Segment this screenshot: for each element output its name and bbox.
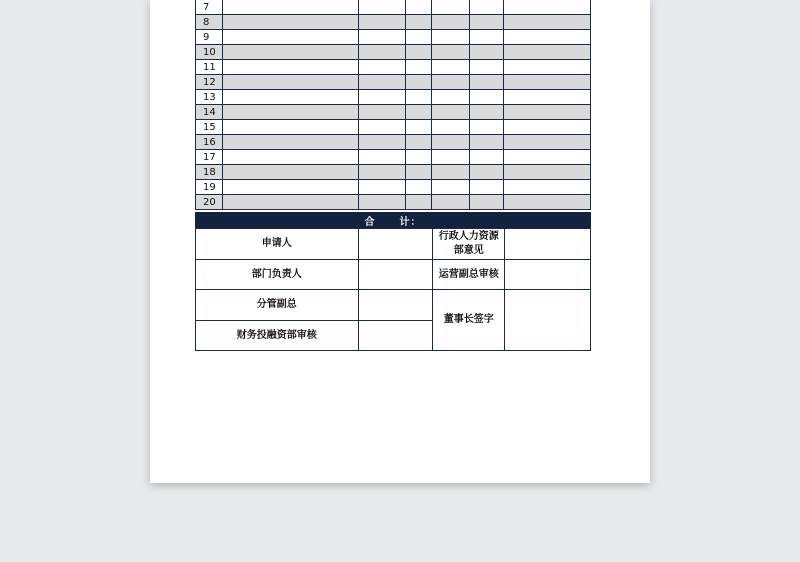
table-cell[interactable] (432, 135, 470, 150)
table-cell[interactable] (432, 15, 470, 30)
row-number: 18 (196, 165, 223, 180)
finance-review-signature-cell[interactable] (358, 321, 433, 351)
table-row (196, 30, 591, 45)
table-cell[interactable] (406, 165, 432, 180)
table-row (196, 60, 591, 75)
table-row (196, 135, 591, 150)
finance-review-label: 财务投融资部审核 (196, 321, 359, 351)
table-cell[interactable] (358, 45, 406, 60)
table-cell[interactable] (358, 195, 406, 210)
table-cell[interactable] (432, 165, 470, 180)
hr-opinion-line2: 部意见 (453, 245, 484, 256)
table-cell[interactable] (406, 60, 432, 75)
table-cell[interactable] (470, 105, 504, 120)
table-cell[interactable] (432, 60, 470, 75)
table-cell[interactable] (504, 30, 591, 45)
chairman-sign-cell[interactable] (505, 290, 591, 351)
table-cell[interactable] (432, 195, 470, 210)
table-cell[interactable] (504, 0, 591, 15)
table-cell[interactable] (406, 0, 432, 15)
table-cell[interactable] (504, 120, 591, 135)
table-cell[interactable] (504, 180, 591, 195)
table-cell[interactable] (432, 0, 470, 15)
table-cell[interactable] (358, 15, 406, 30)
table-cell[interactable] (470, 60, 504, 75)
table-cell[interactable] (406, 135, 432, 150)
table-cell[interactable] (432, 75, 470, 90)
table-cell[interactable] (222, 0, 358, 15)
table-cell[interactable] (470, 165, 504, 180)
table-cell[interactable] (358, 120, 406, 135)
table-cell[interactable] (470, 195, 504, 210)
hr-opinion-label (433, 229, 505, 260)
table-cell[interactable] (504, 135, 591, 150)
vp-in-charge-label: 分管副总 (196, 290, 359, 321)
table-cell[interactable] (222, 105, 358, 120)
approval-table (195, 228, 591, 351)
applicant-signature-cell[interactable] (358, 229, 433, 260)
items-table (195, 0, 591, 210)
table-cell[interactable] (470, 90, 504, 105)
table-row (196, 90, 591, 105)
table-cell[interactable] (470, 180, 504, 195)
table-cell[interactable] (504, 60, 591, 75)
total-label-char1: 合 (364, 216, 376, 228)
table-cell[interactable] (406, 15, 432, 30)
table-row (196, 45, 591, 60)
table-row (196, 165, 591, 180)
table-cell[interactable] (358, 90, 406, 105)
table-cell[interactable] (432, 150, 470, 165)
table-cell[interactable] (432, 90, 470, 105)
table-cell[interactable] (406, 30, 432, 45)
table-cell[interactable] (504, 150, 591, 165)
row-number: 17 (196, 150, 223, 165)
table-cell[interactable] (470, 0, 504, 15)
applicant-label: 申请人 (196, 229, 359, 260)
table-cell[interactable] (470, 120, 504, 135)
hr-opinion-cell[interactable] (505, 229, 591, 260)
table-cell[interactable] (432, 30, 470, 45)
table-cell[interactable] (406, 150, 432, 165)
table-cell[interactable] (406, 45, 432, 60)
ops-vp-review-cell[interactable] (505, 260, 591, 290)
table-cell[interactable] (432, 180, 470, 195)
table-cell[interactable] (222, 195, 358, 210)
row-number: 13 (196, 90, 223, 105)
row-number: 14 (196, 105, 223, 120)
table-cell[interactable] (358, 150, 406, 165)
table-cell[interactable] (222, 30, 358, 45)
hr-opinion-line1: 行政人力资源 (438, 231, 499, 242)
table-cell[interactable] (504, 105, 591, 120)
row-number: 12 (196, 75, 223, 90)
table-row (196, 195, 591, 210)
table-cell[interactable] (470, 45, 504, 60)
table-cell[interactable] (470, 15, 504, 30)
table-cell[interactable] (432, 105, 470, 120)
row-number: 7 (196, 0, 223, 15)
table-row (196, 150, 591, 165)
row-number: 10 (196, 45, 223, 60)
table-cell[interactable] (406, 180, 432, 195)
table-cell[interactable] (504, 90, 591, 105)
table-cell[interactable] (504, 75, 591, 90)
table-row (196, 0, 591, 15)
table-row (196, 120, 591, 135)
table-cell[interactable] (222, 180, 358, 195)
ops-vp-review-label: 运营副总审核 (433, 260, 505, 290)
table-cell[interactable] (358, 135, 406, 150)
table-row (196, 15, 591, 30)
table-cell[interactable] (470, 150, 504, 165)
table-cell[interactable] (432, 120, 470, 135)
table-cell[interactable] (470, 75, 504, 90)
table-row (196, 180, 591, 195)
table-cell[interactable] (222, 60, 358, 75)
table-cell[interactable] (406, 75, 432, 90)
table-cell[interactable] (470, 135, 504, 150)
table-cell[interactable] (432, 45, 470, 60)
table-cell[interactable] (222, 15, 358, 30)
table-cell[interactable] (358, 60, 406, 75)
table-cell[interactable] (504, 195, 591, 210)
row-number: 9 (196, 30, 223, 45)
table-cell[interactable] (406, 105, 432, 120)
table-row (196, 75, 591, 90)
table-cell[interactable] (358, 165, 406, 180)
row-number: 16 (196, 135, 223, 150)
row-number: 20 (196, 195, 223, 210)
table-cell[interactable] (222, 135, 358, 150)
dept-head-label: 部门负责人 (196, 260, 359, 290)
row-number: 19 (196, 180, 223, 195)
table-cell[interactable] (222, 165, 358, 180)
dept-head-signature-cell[interactable] (358, 260, 433, 290)
table-cell[interactable] (222, 150, 358, 165)
table-cell[interactable] (406, 195, 432, 210)
total-label-char2: 计： (399, 216, 422, 228)
table-cell[interactable] (358, 105, 406, 120)
row-number: 15 (196, 120, 223, 135)
table-cell[interactable] (358, 180, 406, 195)
table-cell[interactable] (504, 15, 591, 30)
table-cell[interactable] (358, 75, 406, 90)
table-cell[interactable] (222, 75, 358, 90)
table-row (196, 105, 591, 120)
table-cell[interactable] (222, 90, 358, 105)
table-cell[interactable] (406, 90, 432, 105)
table-cell[interactable] (470, 30, 504, 45)
table-cell[interactable] (358, 0, 406, 15)
total-row (195, 212, 591, 228)
vp-in-charge-signature-cell[interactable] (358, 290, 433, 321)
table-cell[interactable] (222, 45, 358, 60)
table-cell[interactable] (504, 165, 591, 180)
table-cell[interactable] (358, 30, 406, 45)
table-cell[interactable] (504, 45, 591, 60)
row-number: 11 (196, 60, 223, 75)
table-cell[interactable] (406, 120, 432, 135)
chairman-sign-label: 董事长签字 (433, 290, 505, 351)
table-cell[interactable] (222, 120, 358, 135)
row-number: 8 (196, 15, 223, 30)
